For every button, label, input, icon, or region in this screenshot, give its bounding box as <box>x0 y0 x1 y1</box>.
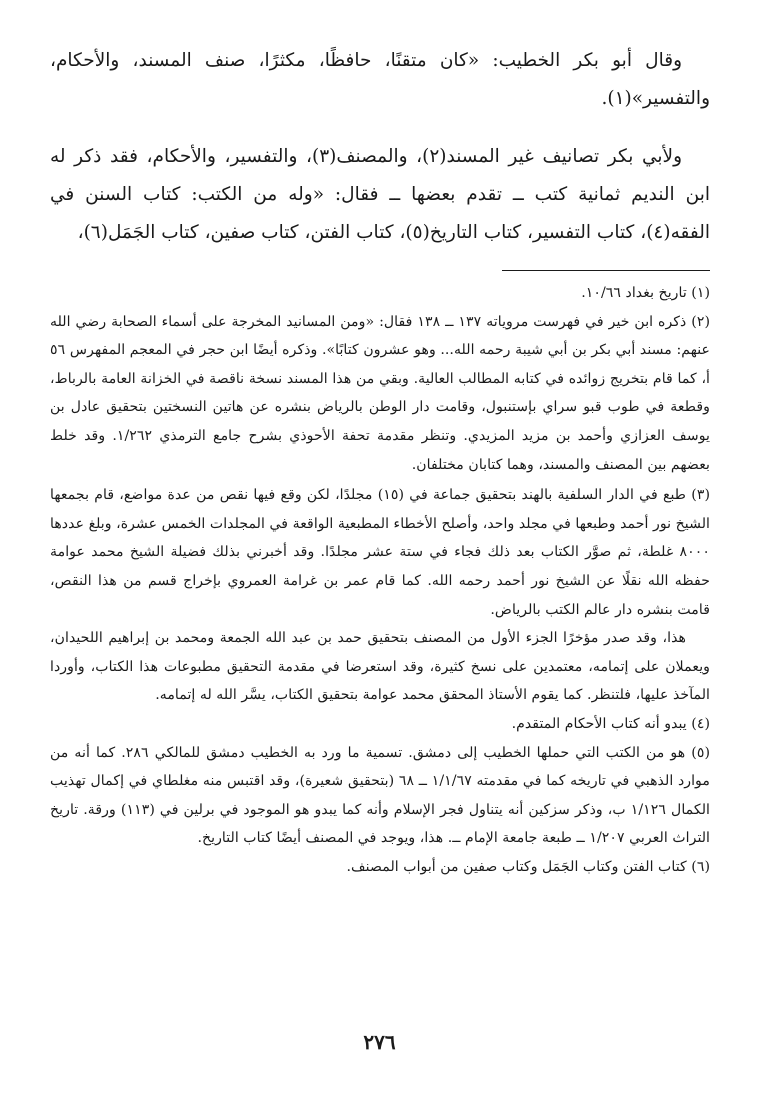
footnote-text: تاريخ بغداد ١٠/٦٦. <box>581 285 687 301</box>
footnote-divider <box>502 270 710 271</box>
footnotes <box>50 279 710 881</box>
footnote-number: (٥) <box>691 744 711 761</box>
footnote-text: كتاب الفتن وكتاب الجَمَل وكتاب صفين من أبواب المصنف. <box>346 858 687 875</box>
footnote-text: يبدو أنه كتاب الأحكام المتقدم. <box>511 715 687 732</box>
footnote-number: (١) <box>691 285 710 301</box>
footnote-text: هذا، وقد صدر مؤخرًا الجزء الأول من المصنف بتحقيق حمد بن عبد الله الجمعة ومحمد بن إبراهيم اللحيدان، ويعملان على إتمامه، معتمدين على نسخ كثيرة، وقد استعرضا في مقدمة التحقيق مطبوعات هذا الكتاب، وأوردا المآخذ عليها، فلتنظر. كما يقوم الأستاذ المحقق محمد عوامة بتحقيق الكتاب، يسَّر الله له إتمامه. <box>50 630 710 704</box>
footnote-3 <box>50 481 710 624</box>
page-content <box>50 42 710 881</box>
footnote-text: هو من الكتب التي حملها الخطيب إلى دمشق. تسمية ما ورد به الخطيب دمشق للمالكي ٢٨٦. كما أنه من موارد الذهبي في تاريخه كما في مقدمته ١/١/٦٧ ــ ٦٨ (بتحقيق شعيرة)، وقد اقتبس منه مغلطاي في إكمال تهذيب الكمال ١/١٢٦ ب، وذكر سزكين أنه يتناول فجر الإسلام وأنه كما يبدو هو الموجود في برلين في (١١٣) ورقة. تاريخ التراث العربي ١/٢٠٧ ــ طبعة جامعة الإمام ــ. هذا، ويوجد في المصنف أيضًا كتاب التاريخ. <box>50 744 710 847</box>
footnote-text: ذكره ابن خير في فهرست مروياته ١٣٧ ــ ١٣٨ فقال: «ومن المسانيد المخرجة على أسماء الصحابة رضي الله عنهم: مسند أبي بكر بن أبي شيبة رحمه الله... وهو عشرون كتابًا». وذكره أيضًا ابن حجر في المعجم المفهرس ٥٦ أ، كما قام بتخريج زوائده في كتابه المطالب العالية. وبقي من هذا المسند نسخة ناقصة في الخزانة العامة بالرباط، وقطعة في طوب قبو سراي بإستنبول، وقامت دار الوطن بالرياض بنشره عن هاتين النسختين بتحقيق عادل بن يوسف العزازي وأحمد بن مزيد المزيدي. وتنظر مقدمة تحفة الأحوذي بشرح جامع الترمذي ١/٢٦٢. وقد خلط بعضهم بين المصنف والمسند، وهما كتابان مختلفان. <box>50 313 711 473</box>
footnote-2 <box>50 308 710 480</box>
footnote-number: (٢) <box>691 313 710 330</box>
footnote-text: طبع في الدار السلفية بالهند بتحقيق جماعة في (١٥) مجلدًا، لكن وقع فيها نقص من عدة مواضع، قام بجمعها الشيخ نور أحمد وطبعها في مجلد واحد، وأصلح الأخطاء المطبعية الواقعة في المجلدات الخمس عشرة، وبلغ عددها ٨٠٠٠ غلطة، ثم صوَّر الكتاب بعد ذلك فجاء في ستة عشر مجلدًا. وقد أخبرني بذلك فضيلة الشيخ محمد عوامة حفظه الله نقلًا عن الشيخ نور أحمد رحمه الله. كما قام عمر بن غرامة العمروي بإخراج قسم من هذا النقص، قامت بنشره دار عالم الكتب بالرياض. <box>50 487 710 618</box>
footnote-number: (٣) <box>691 487 711 504</box>
footnote-number: (٦) <box>691 858 710 875</box>
main-text <box>50 42 710 252</box>
paragraph-2: ولأبي بكر تصانيف غير المسند(٢)، والمصنف(٣)، والتفسير، والأحكام، فقد ذكر له ابن النديم ثمانية كتب ــ تقدم بعضها ــ فقال: «وله من الكتب: كتاب السنن في الفقه(٤)، كتاب التفسير، كتاب التاريخ(٥)، كتاب الفتن، كتاب صفين، كتاب الجَمَل(٦)، <box>50 146 710 243</box>
footnote-4 <box>50 710 710 739</box>
paragraph-1: وقال أبو بكر الخطيب: «كان متقنًا، حافظًا، مكثرًا، صنف المسند، والأحكام، والتفسير»(١). <box>50 50 710 109</box>
footnote-6 <box>50 853 710 882</box>
footnote-3-continuation <box>50 624 710 710</box>
page-number: ٢٧٦ <box>363 1030 396 1054</box>
footnote-1 <box>50 279 710 308</box>
footnote-5 <box>50 739 710 853</box>
footnote-number: (٤) <box>691 715 710 732</box>
